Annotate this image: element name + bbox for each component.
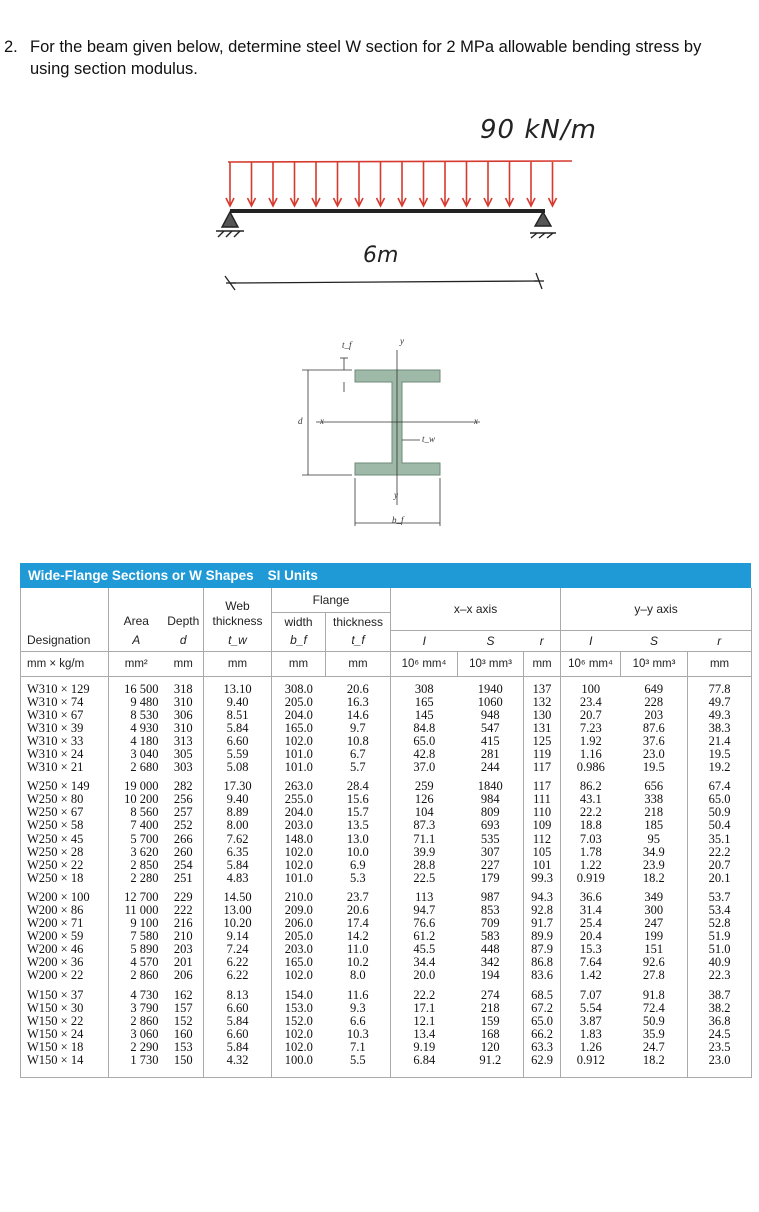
tw-cell: 13.10 9.40 8.51 5.84 6.60 5.59 5.08 [204,676,272,778]
area-unit: mm² [109,651,164,676]
depth-unit: mm [164,651,204,676]
tw-symbol: t_w [204,630,272,651]
right-roller-support [530,212,556,238]
sx-cell: 1940 1060 948 547 415 281 244 [477,681,503,775]
sy-cell: 91.8 72.4 50.9 35.9 24.7 18.2 [642,987,665,1068]
rx-cell: 68.5 67.2 65.0 66.2 63.3 62.9 [524,987,561,1078]
x-right-label: x [474,416,478,426]
ry-cell: 53.7 53.4 52.8 51.9 51.0 40.9 22.3 [688,889,752,987]
iy-cell: 100 23.4 20.7 7.23 1.92 1.16 0.986 [561,676,621,778]
y-top-label: y [400,336,404,346]
designation-header: Designation [27,633,91,648]
tw-cell: 14.50 13.00 10.20 9.14 7.24 6.22 6.22 [204,889,272,987]
tw-cell: 17.30 9.40 8.89 8.00 7.62 6.35 5.84 4.83 [204,778,272,889]
iy-cell: 7.07 5.54 3.87 1.83 1.26 0.912 [561,987,621,1078]
iy-cell: 86.2 43.1 22.2 18.8 7.03 1.78 1.22 0.919 [561,778,621,889]
sx-cell: 274 218 159 168 120 91.2 [479,987,502,1068]
flange-thickness-dimension [340,358,348,392]
flange-header: Flange [272,588,391,613]
tf-cell: 20.6 16.3 14.6 9.7 10.8 6.7 5.7 [346,681,369,775]
beam-loading-figure [200,115,620,305]
tw-unit: mm [204,651,272,676]
rx-symbol: r [524,630,561,651]
sx-cell: 987 853 709 583 448 342 194 [480,889,500,983]
sx-cell: 1840 984 809 693 535 307 227 179 [477,779,503,885]
depth-header: Depth [167,614,200,629]
ry-cell: 38.7 38.2 36.8 24.5 23.5 23.0 [688,987,752,1078]
ry-unit: mm [688,651,752,676]
sy-unit: 10³ mm³ [621,651,688,676]
yy-axis-header: y–y axis [561,588,752,630]
w-shapes-table [20,563,751,1078]
left-pin-support [216,212,244,237]
rx-cell: 94.3 92.8 91.7 89.9 87.9 86.8 83.6 [524,889,561,987]
web-thickness-header: thickness [204,613,272,631]
table-row-group-w310 [21,676,752,778]
depth-cell: 318 310 306 310 313 305 303 [173,681,193,775]
question-number: 2. [4,38,18,56]
iy-cell: 36.6 31.4 25.4 20.4 15.3 7.64 1.42 [561,889,621,987]
bf-cell: 308.0 205.0 204.0 165.0 102.0 101.0 101.0 [272,676,326,778]
ix-cell: 22.2 17.1 12.1 13.4 9.19 6.84 [391,987,458,1078]
d-label: d [298,416,303,426]
sy-cell: 656 338 218 185 95 34.9 23.9 18.2 [642,779,665,885]
sx-unit: 10³ mm³ [458,651,524,676]
flange-thickness-header: thickness [326,613,391,631]
ry-cell: 67.4 65.0 50.9 50.4 35.1 22.2 20.7 20.1 [688,778,752,889]
sy-cell: 649 228 203 87.6 37.6 23.0 19.5 [642,681,665,775]
iy-unit: 10⁶ mm⁴ [561,651,621,676]
ix-cell: 113 94.7 76.6 61.2 45.5 34.4 20.0 [391,889,458,987]
web-header: Web [204,588,272,613]
table-title-bar [20,563,751,588]
designation-unit: mm × kg/m [21,651,109,676]
bf-symbol: b_f [272,630,326,651]
question-text: For the beam given below, determine steel W section for 2 MPa allowable bending stress by using section modulus. [30,38,702,78]
sx-symbol: S [458,630,524,651]
bf-cell: 154.0 153.0 152.0 102.0 102.0 100.0 [272,987,326,1078]
tw-cell: 8.13 6.60 5.84 6.60 5.84 4.32 [204,987,272,1078]
span-length-label: 6m [363,243,399,268]
table-row-group-w250 [21,778,752,889]
iy-symbol: I [561,630,621,651]
tf-cell: 28.4 15.6 15.7 13.5 13.0 10.0 6.9 5.3 [346,779,369,885]
depth-symbol: d [179,633,187,648]
area-cell: 16 500 9 480 8 530 4 930 4 180 3 040 2 680 [109,676,164,778]
area-cell: 4 730 3 790 2 860 3 060 2 290 1 730 [109,987,164,1078]
beam-sketch [200,115,620,305]
tf-symbol: t_f [326,630,391,651]
depth-cell: 282 256 257 252 266 260 254 251 [173,779,193,885]
depth-cell: 162 157 152 160 153 150 [173,987,193,1068]
bf-cell: 210.0 209.0 206.0 205.0 203.0 165.0 102.0 [272,889,326,987]
w-section-shape [355,370,440,475]
ry-symbol: r [688,630,752,651]
area-cell: 12 700 11 000 9 100 7 580 5 890 4 570 2 860 [109,889,164,987]
distributed-load-label: 90 kN/m [480,115,597,145]
bf-cell: 263.0 255.0 204.0 203.0 148.0 102.0 102.0 101.0 [272,778,326,889]
depth-dimension [302,370,352,475]
designation-cell: W250 × 149 W250 × 80 W250 × 67 W250 × 58 W250 × 45 W250 × 28 W250 × 22 W250 × 18 [27,779,90,885]
area-cell: 19 000 10 200 8 560 7 400 5 700 3 620 2 850 2 280 [109,778,164,889]
rx-cell: 137 132 130 131 125 119 117 [524,676,561,778]
tf-cell: 23.7 20.6 17.4 14.2 11.0 10.2 8.0 [346,889,369,983]
designation-cell: W310 × 129 W310 × 74 W310 × 67 W310 × 39 W310 × 33 W310 × 24 W310 × 21 [27,681,90,775]
table-units-label: SI Units [267,568,318,583]
ix-symbol: I [391,630,458,651]
sy-symbol: S [621,630,688,651]
ix-unit: 10⁶ mm⁴ [391,651,458,676]
rx-cell: 117 111 110 109 112 105 101 99.3 [524,778,561,889]
table-row-group-w150 [21,987,752,1078]
tw-label: t_w [422,434,436,444]
rx-unit: mm [524,651,561,676]
area-symbol: A [109,630,164,651]
w-section-diagram [280,330,500,530]
table-row-group-w200 [21,889,752,987]
depth-cell: 229 222 216 210 203 201 206 [173,889,193,983]
ix-cell: 308 165 145 84.8 65.0 42.8 37.0 [391,676,458,778]
y-bottom-label: y [394,490,398,500]
w-section-svg [280,330,500,530]
span-dimension-line [225,273,544,290]
ix-cell: 259 126 104 87.3 71.1 39.9 28.8 22.5 [391,778,458,889]
bf-label: b_f [392,515,404,525]
designation-cell: W200 × 100 W200 × 86 W200 × 71 W200 × 59 W200 × 46 W200 × 36 W200 × 22 [27,889,90,983]
x-left-label: x [320,416,324,426]
flange-width-header: width [272,613,326,631]
designation-cell: W150 × 37 W150 × 30 W150 × 22 W150 × 24 W150 × 18 W150 × 14 [27,987,84,1068]
sy-cell: 349 300 247 199 151 92.6 27.8 [642,889,665,983]
xx-axis-header: x–x axis [391,588,561,630]
area-header: Area [109,613,164,631]
tf-cell: 11.6 9.3 6.6 10.3 7.1 5.5 [346,987,369,1068]
distributed-load-arrows [226,161,572,206]
table-title: Wide-Flange Sections or W Shapes [28,568,254,583]
ry-cell: 77.8 49.7 49.3 38.3 21.4 19.5 19.2 [688,676,752,778]
bf-unit: mm [272,651,326,676]
tf-label: t_f [342,340,352,350]
tf-unit: mm [326,651,391,676]
